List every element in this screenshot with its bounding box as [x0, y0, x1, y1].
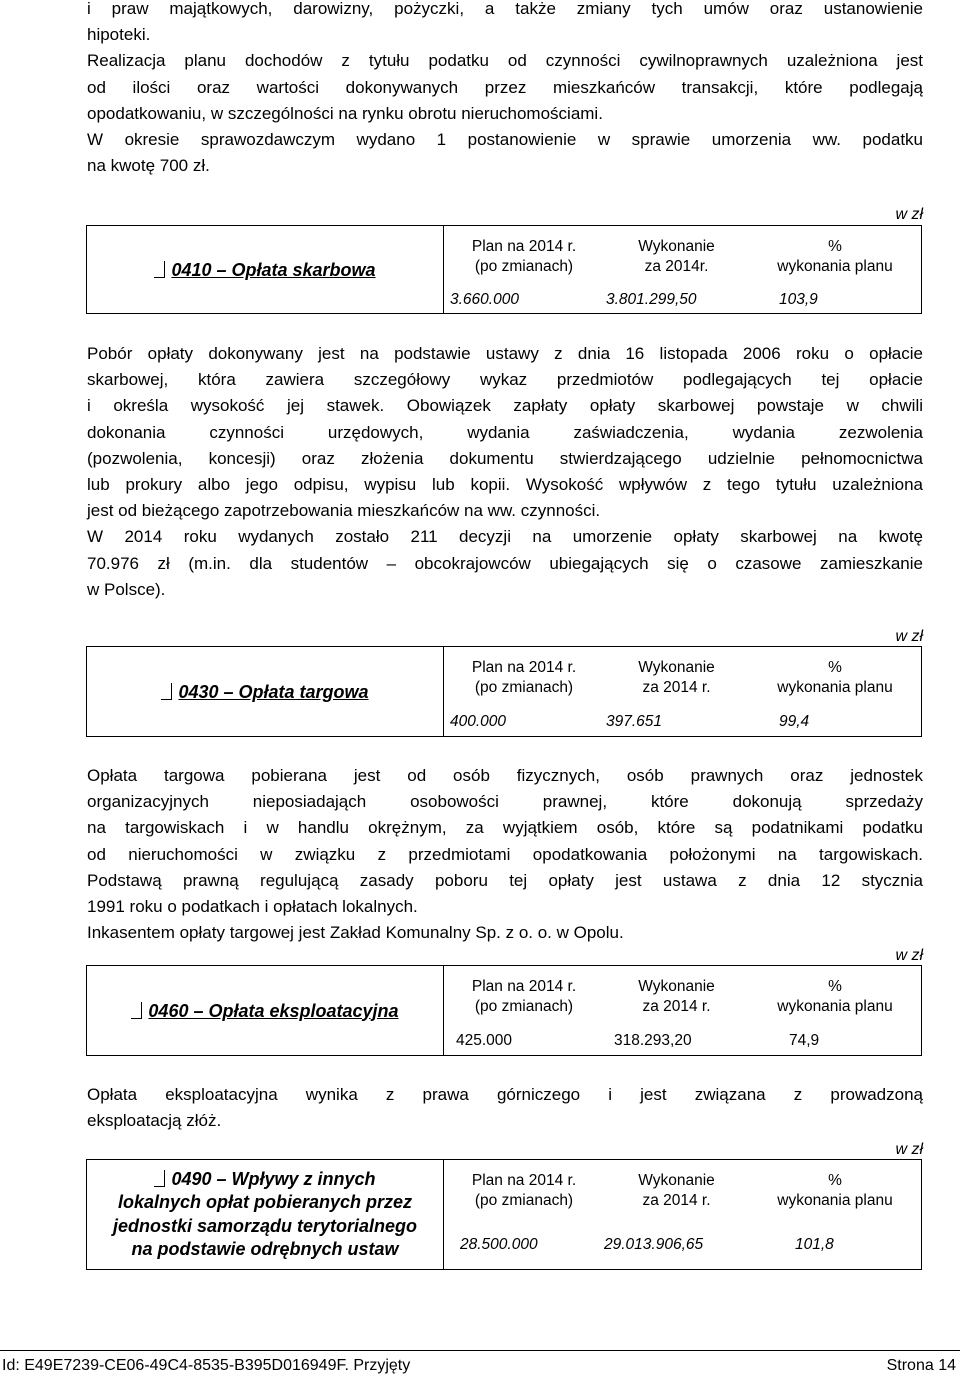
section-table-0430: [86, 646, 922, 737]
unit-label: w zł: [895, 947, 923, 964]
text-line: opodatkowaniu, w szczególności na rynku obrotu nieruchomościami.: [87, 103, 603, 123]
text-line: i praw majątkowych, darowizny, pożyczki, a także zmiany tych umów oraz ustanowienie: [87, 0, 923, 18]
pct-value: 74,9: [789, 1032, 820, 1050]
pct-value: 99,4: [779, 713, 810, 731]
exec-value: 397.651: [606, 713, 663, 731]
section-title: 0460 – Opłata eksploatacyjna: [87, 966, 444, 1056]
arrow-icon: [154, 261, 165, 278]
unit-label: w zł: [895, 1141, 923, 1158]
text-line: Podstawą prawną regulującą zasady poboru tej opłaty jest ustawa z dnia 12 stycznia: [87, 870, 923, 890]
intro-paragraph: [87, 0, 923, 179]
pct-value: 103,9: [779, 291, 818, 309]
plan-value: 3.660.000: [450, 291, 519, 309]
section-title: 0490 – Wpływy z innych lokalnych opłat pobieranych przez jednostki samorządu terytorialnego na podstawie odrębnych ustaw: [87, 1160, 444, 1270]
text-line: jest od bieżącego zapotrzebowania mieszkańców na ww. czynności.: [87, 501, 601, 521]
plan-header: Plan na 2014 r. (po zmianach): [471, 1171, 577, 1209]
text-line: skarbowej, która zawiera szczegółowy wykaz przedmiotów podlegających tej opłacie: [87, 370, 923, 390]
text-line: w Polsce).: [87, 579, 166, 599]
text-line: na targowiskach i w handlu okrężnym, za wyjątkiem osób, które są podatnikami podatku: [87, 818, 923, 838]
text-line: (pozwolenia, koncesji) oraz złożenia dokumentu stwierdzającego udzielnie pełnomocnictwa: [87, 448, 923, 468]
text-line: i określa wysokość jej stawek. Obowiązek zapłaty opłaty skarbowej powstaje w chwili: [87, 396, 923, 416]
exec-header: Wykonanie za 2014r.: [638, 237, 715, 275]
text-line: od ilości oraz wartości dokonywanych przez mieszkańców transakcji, które podlegają: [87, 77, 923, 97]
text-line: lub prokury albo jego odpisu, wypisu lub kopii. Wysokość wpływów z tego tytułu uzależniona: [87, 474, 923, 494]
exec-value: 3.801.299,50: [606, 291, 697, 309]
pct-header: % wykonania planu: [777, 237, 893, 275]
unit-label: w zł: [895, 206, 923, 223]
unit-label: w zł: [895, 628, 923, 645]
pct-header: % wykonania planu: [777, 1171, 893, 1209]
section-paragraph-0430: [87, 763, 923, 946]
section-table-0460: [86, 965, 922, 1056]
text-line: od nieruchomości w związku z przedmiotami opodatkowania położonymi na targowiskach.: [87, 844, 923, 864]
plan-header: Plan na 2014 r. (po zmianach): [471, 977, 577, 1015]
exec-value: 318.293,20: [614, 1032, 692, 1050]
document-id: Id: E49E7239-CE06-49C4-8535-B395D016949F. Przyjęty: [2, 1357, 411, 1374]
text-line: Opłata targowa pobierana jest od osób fizycznych, osób prawnych oraz jednostek: [87, 766, 923, 785]
plan-header: Plan na 2014 r. (po zmianach): [471, 237, 577, 275]
text-line: hipoteki.: [87, 25, 151, 45]
text-line: Realizacja planu dochodów z tytułu podatku od czynności cywilnoprawnych uzależniona jest: [87, 51, 923, 71]
plan-value: 400.000: [450, 713, 507, 731]
section-title: 0430 – Opłata targowa: [87, 647, 444, 737]
text-line: Pobór opłaty dokonywany jest na podstawie ustawy z dnia 16 listopada 2006 roku o opłacie: [87, 344, 923, 363]
exec-header: Wykonanie za 2014 r.: [638, 658, 715, 696]
arrow-icon: [161, 683, 172, 700]
exec-value: 29.013.906,65: [604, 1236, 704, 1254]
pct-header: % wykonania planu: [777, 977, 893, 1015]
section-title: 0410 – Opłata skarbowa: [87, 226, 444, 314]
text-line: W okresie sprawozdawczym wydano 1 postanowienie w sprawie umorzenia ww. podatku: [87, 129, 923, 149]
plan-value: 425.000: [456, 1032, 513, 1050]
text-line: eksploatacją złóż.: [87, 1111, 222, 1131]
text-line: Opłata eksploatacyjna wynika z prawa górniczego i jest związana z prowadzoną: [87, 1085, 923, 1104]
section-paragraph-0460: [87, 1082, 923, 1134]
section-paragraph-0410: [87, 341, 923, 603]
arrow-icon: [131, 1002, 142, 1019]
plan-value: 28.500.000: [460, 1236, 538, 1254]
pct-value: 101,8: [795, 1236, 834, 1254]
text-line: 1991 roku o podatkach i opłatach lokalnych.: [87, 896, 418, 916]
plan-header: Plan na 2014 r. (po zmianach): [471, 658, 577, 696]
text-line: na kwotę 700 zł.: [87, 156, 210, 176]
arrow-icon: [154, 1170, 165, 1187]
section-table-0410: [86, 225, 922, 314]
section-table-0490: [86, 1159, 922, 1270]
page-number: Strona 14: [886, 1357, 956, 1374]
exec-header: Wykonanie za 2014 r.: [638, 1171, 715, 1209]
pct-header: % wykonania planu: [777, 658, 893, 696]
text-line: 70.976 zł (m.in. dla studentów – obcokrajowców ubiegających się o czasowe zamieszkanie: [87, 553, 923, 573]
text-line: dokonania czynności urzędowych, wydania zaświadczenia, wydania zezwolenia: [87, 422, 923, 442]
text-line: W 2014 roku wydanych zostało 211 decyzji na umorzenie opłaty skarbowej na kwotę: [87, 527, 923, 547]
text-line: Inkasentem opłaty targowej jest Zakład Komunalny Sp. z o. o. w Opolu.: [87, 923, 624, 943]
page-footer: [0, 1350, 960, 1379]
text-line: organizacyjnych nieposiadająch osobowości prawnej, które dokonują sprzedaży: [87, 792, 923, 812]
exec-header: Wykonanie za 2014 r.: [638, 977, 715, 1015]
